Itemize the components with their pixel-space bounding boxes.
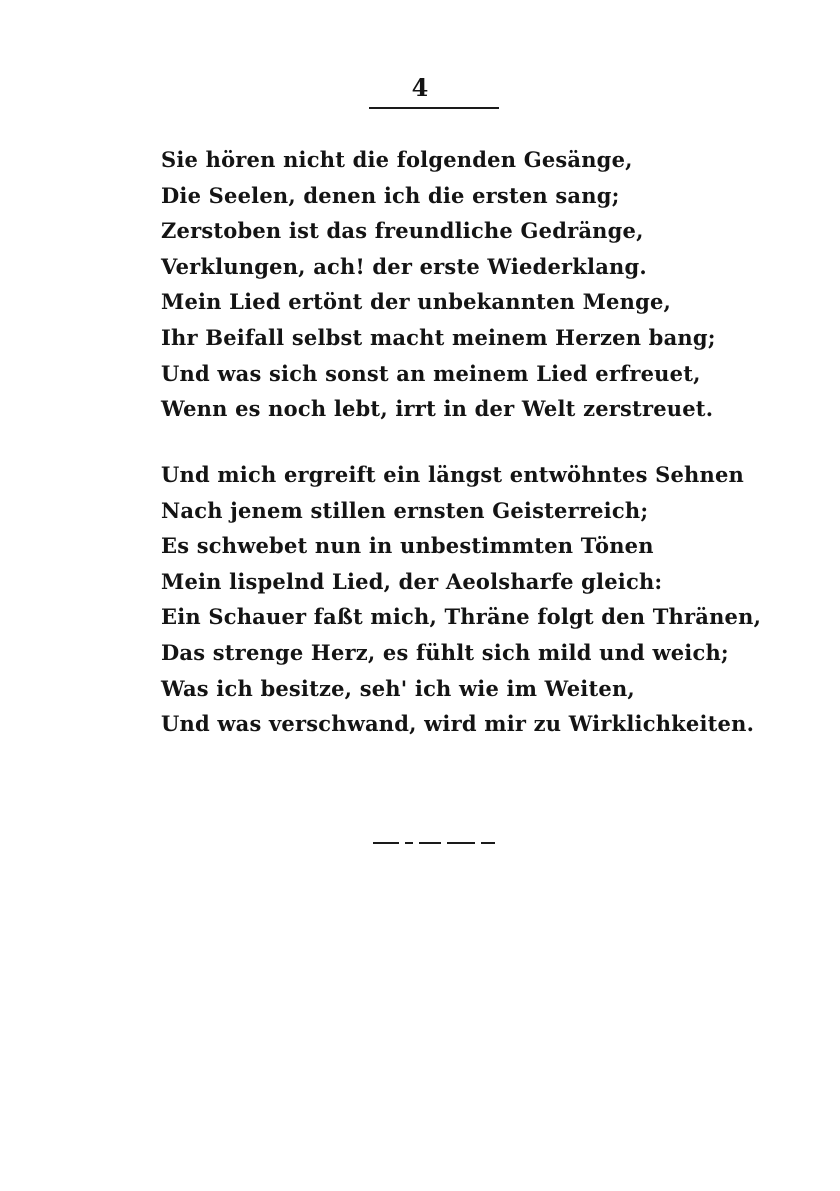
- rule-dash: [447, 842, 475, 844]
- verse-line: Und was verschwand, wird mir zu Wirklichkeiten.: [161, 711, 755, 737]
- verse-line: Und was sich sonst an meinem Lied erfreuet,: [161, 360, 701, 386]
- verse-line: Und mich ergreift ein längst entwöhntes Sehnen: [161, 462, 745, 487]
- verse-line: Es schwebet nun in unbestimmten Tönen: [161, 533, 654, 559]
- verse-line: Die Seelen, denen ich die ersten sang;: [161, 182, 620, 208]
- verse-line: Sie hören nicht die folgenden Gesänge,: [161, 147, 633, 172]
- verse-line: Verklungen, ach! der erste Wiederklang.: [161, 253, 647, 279]
- stanza-2: [161, 457, 761, 742]
- rule-dash: [419, 842, 441, 844]
- verse-line: Was ich besitze, seh' ich wie im Weiten,: [161, 675, 635, 701]
- end-ornament-rule: [373, 842, 501, 844]
- rule-dash: [481, 842, 495, 844]
- rule-dash: [373, 842, 399, 844]
- verse-line: Nach jenem stillen ernsten Geisterreich;: [161, 497, 649, 523]
- rule-dash: [405, 842, 413, 844]
- page-number: 4: [411, 73, 429, 102]
- verse-line: Ihr Beifall selbst macht meinem Herzen bang;: [161, 324, 716, 350]
- header-rule: [369, 107, 499, 109]
- verse-line: Das strenge Herz, es fühlt sich mild und weich;: [161, 639, 729, 665]
- verse-line: Wenn es noch lebt, irrt in der Welt zerstreuet.: [161, 396, 714, 422]
- stanza-1: [161, 142, 716, 427]
- verse-line: Mein lispelnd Lied, der Aeolsharfe gleich:: [161, 568, 663, 594]
- verse-line: Mein Lied ertönt der unbekannten Menge,: [161, 289, 672, 315]
- verse-line: Ein Schauer faßt mich, Thräne folgt den Thränen,: [161, 604, 762, 630]
- verse-line: Zerstoben ist das freundliche Gedränge,: [161, 218, 644, 244]
